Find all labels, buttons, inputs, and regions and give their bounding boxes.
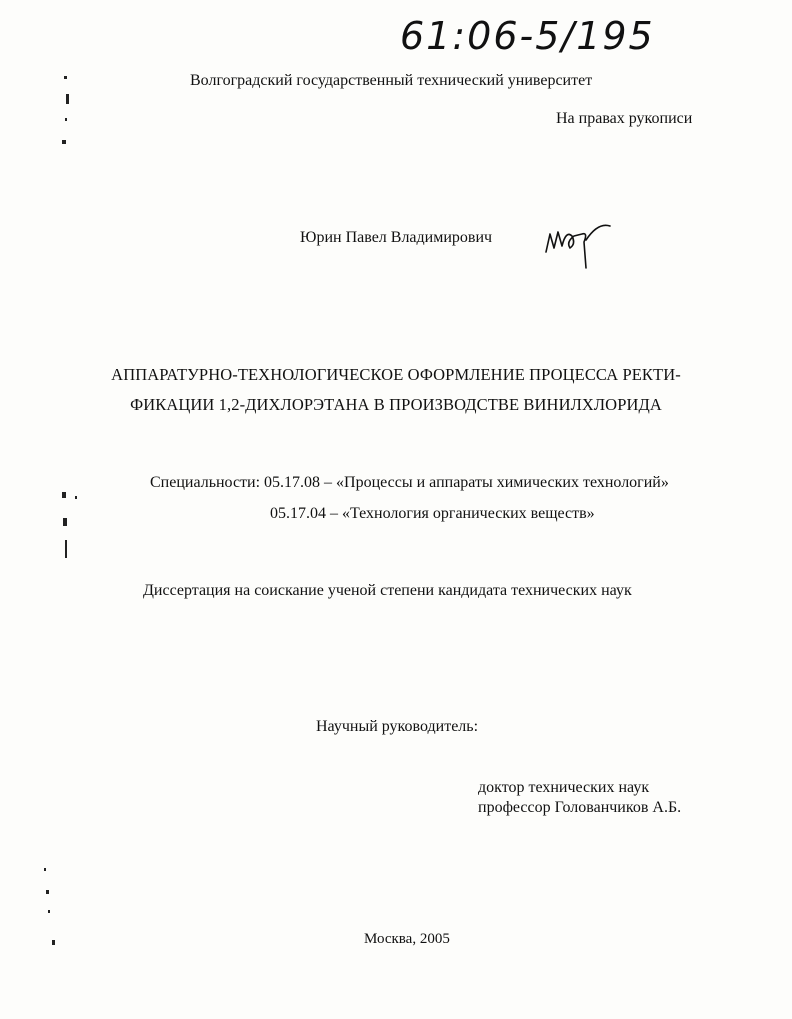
specialties-line-1: Специальности: 05.17.08 – «Процессы и аппараты химических технологий» [150,474,669,491]
advisor-degree: доктор технических наук [478,779,650,796]
advisor-label: Научный руководитель: [316,718,479,735]
dissertation-title-line-2: ФИКАЦИИ 1,2-ДИХЛОРЭТАНА В ПРОИЗВОДСТВЕ ВИНИЛХЛОРИДА [130,395,662,414]
scan-artifact [48,910,50,913]
scan-artifact [62,492,66,498]
rights-note: На правах рукописи [556,110,693,127]
scan-artifact [65,540,67,558]
scan-artifact [44,868,46,871]
author-name: Юрин Павел Владимирович [300,229,493,246]
dissertation-degree: Диссертация на соискание ученой степени кандидата технических наук [143,582,632,599]
dissertation-title-line-1: АППАРАТУРНО-ТЕХНОЛОГИЧЕСКОЕ ОФОРМЛЕНИЕ ПРОЦЕССА РЕКТИ- [111,365,681,384]
advisor-name: профессор Голованчиков А.Б. [478,799,682,816]
archive-code-handwritten: 61:06-5/195 [400,14,655,58]
scan-artifact [64,76,67,79]
scan-artifact [52,940,55,945]
scan-artifact [63,518,67,526]
university-name: Волгоградский государственный технический университет [190,72,593,89]
place-year: Москва, 2005 [364,931,450,947]
scan-artifact [66,94,69,104]
scan-artifact [75,496,77,499]
scan-artifact [46,890,49,894]
scan-artifact [65,118,67,121]
scan-artifact [62,140,66,144]
signature [542,212,614,274]
specialties-line-2: 05.17.04 – «Технология органических веществ» [270,505,595,522]
